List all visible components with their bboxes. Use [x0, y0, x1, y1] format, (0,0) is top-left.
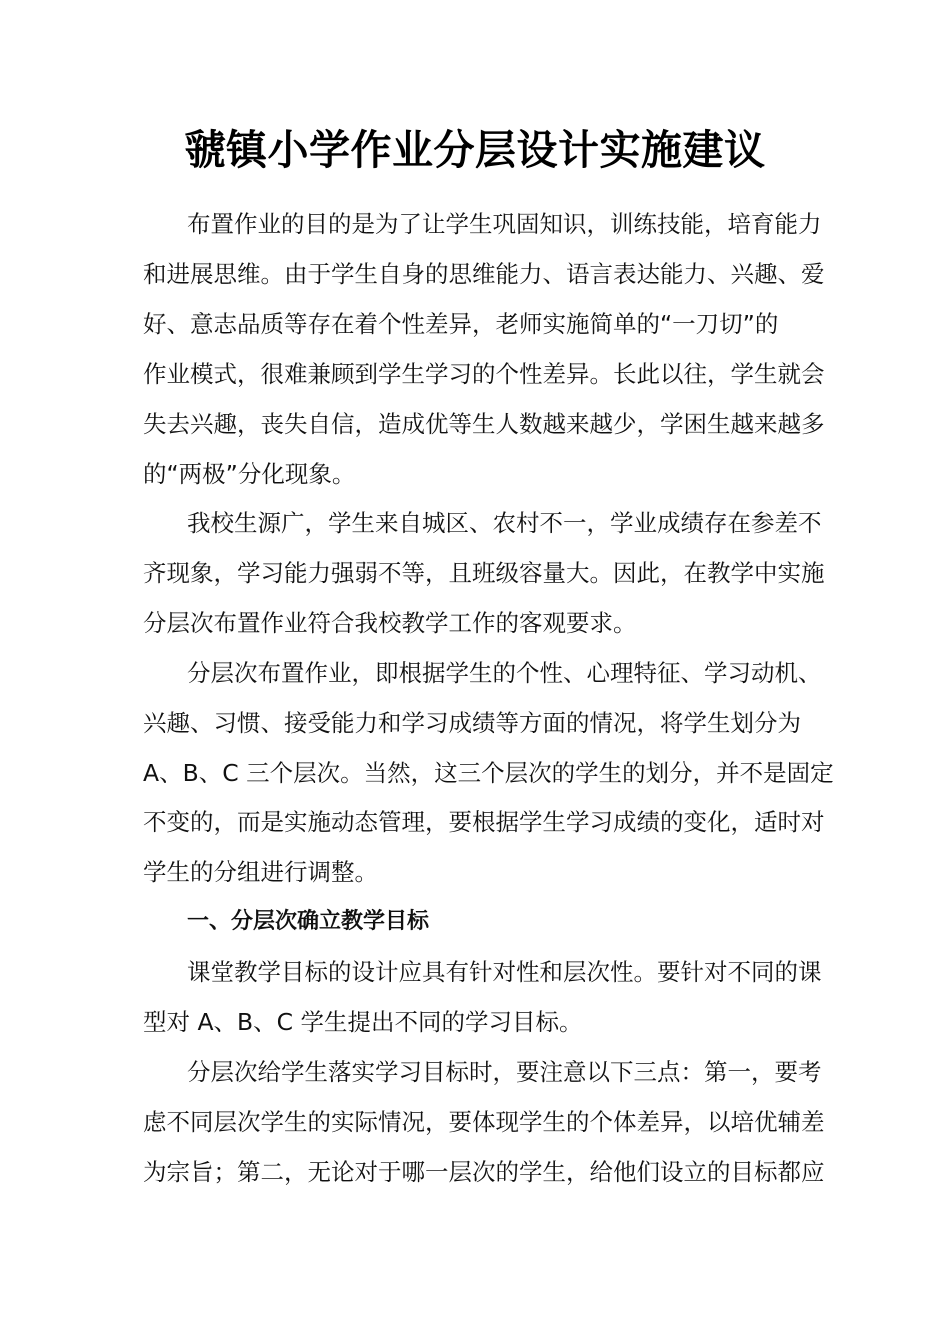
paragraph-line: 的“两极”分化现象。 [143, 460, 356, 488]
paragraph-line: 和进展思维。由于学生自身的思维能力、语言表达能力、兴趣、爱 [143, 260, 825, 288]
paragraph-line: 我校生源广，学生来自城区、农村不一，学业成绩存在参差不 [187, 509, 822, 537]
paragraph-line: 学生的分组进行调整。 [143, 858, 378, 886]
paragraph-line: A、B、C 三个层次。当然，这三个层次的学生的划分，并不是固定 [143, 759, 834, 787]
paragraph-line: 课堂教学目标的设计应具有针对性和层次性。要针对不同的课 [187, 958, 822, 986]
paragraph-line: 虑不同层次学生的实际情况，要体现学生的个体差异，以培优辅差 [143, 1108, 825, 1136]
paragraph-line: 布置作业的目的是为了让学生巩固知识，训练技能，培育能力 [187, 210, 822, 238]
section-heading: 一、分层次确立教学目标 [187, 909, 430, 934]
paragraph-line: 分层次布置作业符合我校教学工作的客观要求。 [143, 609, 637, 637]
paragraph-line: 齐现象，学习能力强弱不等，且班级容量大。因此，在教学中实施 [143, 559, 825, 587]
paragraph-line: 型对 A、B、C 学生提出不同的学习目标。 [143, 1008, 583, 1036]
paragraph-line: 好、意志品质等存在着个性差异，老师实施简单的“一刀切”的 [143, 310, 779, 338]
paragraph-line: 分层次给学生落实学习目标时，要注意以下三点：第一，要考 [187, 1058, 822, 1086]
paragraph-line: 失去兴趣，丧失自信，造成优等生人数越来越少，学困生越来越多 [143, 410, 825, 438]
paragraph-line: 为宗旨；第二，无论对于哪一层次的学生，给他们设立的目标都应 [143, 1158, 825, 1186]
paragraph-line: 分层次布置作业，即根据学生的个性、心理特征、学习动机、 [187, 659, 822, 687]
paragraph-line: 不变的，而是实施动态管理，要根据学生学习成绩的变化，适时对 [143, 808, 825, 836]
paragraph-line: 作业模式，很难兼顾到学生学习的个性差异。长此以往，学生就会 [143, 360, 825, 388]
document-title: 虢镇小学作业分层设计实施建议 [184, 126, 766, 174]
paragraph-line: 兴趣、习惯、接受能力和学习成绩等方面的情况，将学生划分为 [143, 709, 801, 737]
